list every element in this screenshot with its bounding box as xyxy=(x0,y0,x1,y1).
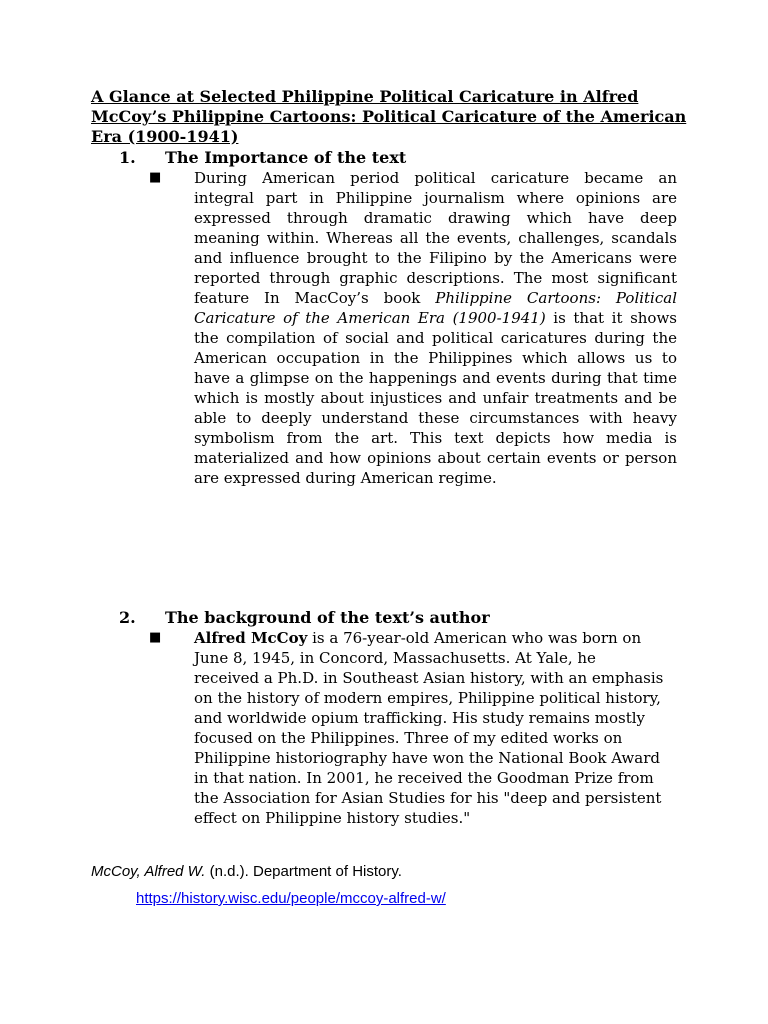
book-title-italic: Philippine Cartoons: Political Caricature of the American Era (1900-1941) xyxy=(194,289,677,327)
author-background-paragraph xyxy=(194,628,664,828)
citation-source: (n.d.). Department of History. xyxy=(205,863,402,880)
section-heading-background xyxy=(119,608,490,628)
author-background-text: is a 76-year-old American who was born on June 8, 1945, in Concord, Massachusetts. At Yale, he received a Ph.D. in Southeast Asian history, with an emphasis on the history of modern empires, Philippine political history, and worldwide opium trafficking. His study remains mostly focused on the Philippines. Three of my edited works on Philippine historiography have won the National Book Award in that nation. In 2001, he received the Goodman Prize from the Association for Asian Studies for his "deep and persistent effect on Philippine history studies." xyxy=(194,629,664,827)
citation-author: McCoy, Alfred W. xyxy=(91,863,206,880)
importance-text-part2: is that it shows the compilation of social and political caricatures during the American occupation in the Philippines which allows us to have a glimpse on the happenings and events during that time which is mostly about injustices and unfair treatments and be able to deeply understand these circumstances with heavy symbolism from the art. This text depicts how media is materialized and how opinions about certain events or person are expressed during American regime. xyxy=(194,309,678,487)
importance-text-part1: During American period political caricature became an integral part in Philippine journalism where opinions are expressed through dramatic drawing which have deep meaning within. Whereas all the events, challenges, scandals and influence brought to the Filipino by the Americans were reported through graphic descriptions. The most significant feature In MacCoy’s book xyxy=(194,169,677,307)
section-number: 2. xyxy=(119,608,136,627)
section-title: The background of the text’s author xyxy=(165,608,490,627)
section-title: The Importance of the text xyxy=(165,148,407,167)
reference-citation xyxy=(91,862,402,882)
reference-link[interactable]: https://history.wisc.edu/people/mccoy-alfred-w/ xyxy=(136,890,446,907)
section-number: 1. xyxy=(119,148,136,167)
author-name-bold: Alfred McCoy xyxy=(194,629,308,647)
document-title: A Glance at Selected Philippine Political Caricature in Alfred McCoy’s Philippine Cartoons: Political Caricature of the American Era (1900-1941) xyxy=(91,87,687,146)
square-bullet-icon: ■ xyxy=(149,630,162,645)
section-heading-importance xyxy=(119,148,406,168)
square-bullet-icon: ■ xyxy=(149,170,162,185)
importance-paragraph xyxy=(194,168,677,488)
